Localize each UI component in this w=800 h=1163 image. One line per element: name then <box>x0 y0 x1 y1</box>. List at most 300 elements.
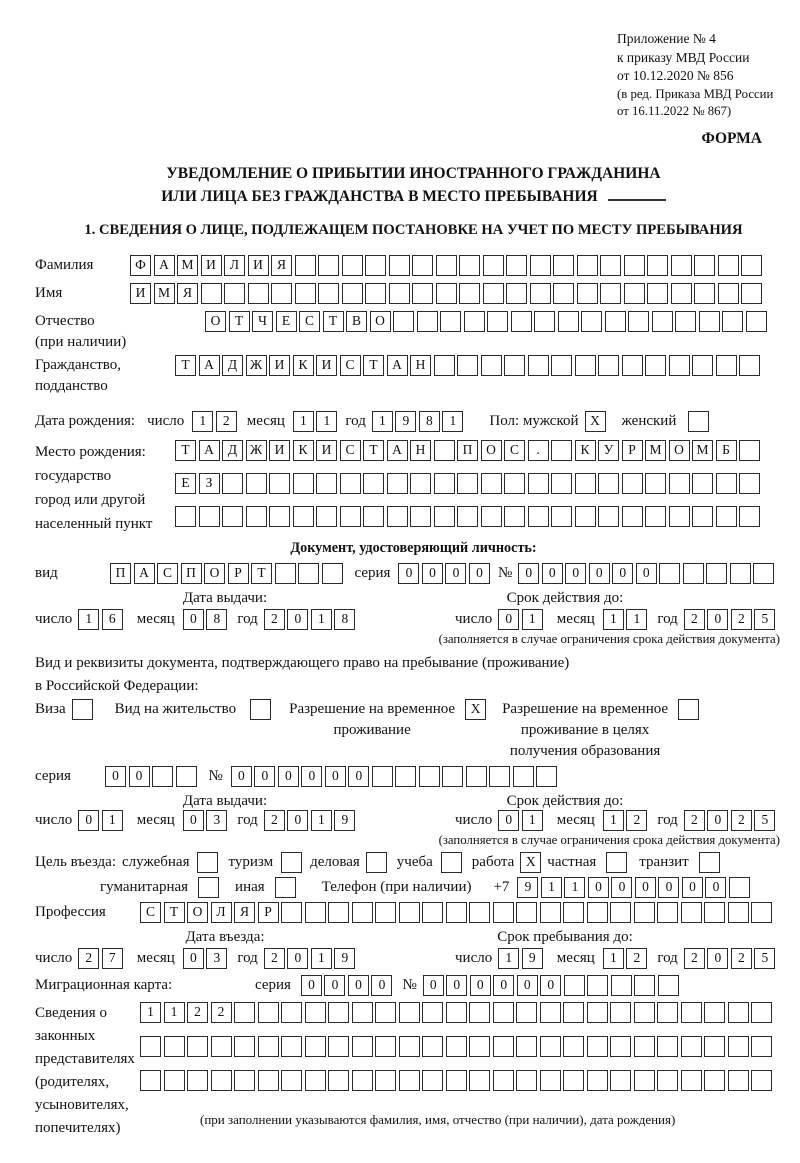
char-box[interactable] <box>248 283 269 304</box>
char-box[interactable] <box>598 473 619 494</box>
rvp-edu-checkbox[interactable] <box>678 699 699 720</box>
char-box[interactable]: 1 <box>192 411 213 432</box>
char-box[interactable] <box>489 766 510 787</box>
char-box[interactable] <box>657 1036 678 1057</box>
char-box[interactable] <box>316 473 337 494</box>
char-box[interactable] <box>647 255 668 276</box>
char-box[interactable] <box>375 1002 396 1023</box>
char-box[interactable] <box>328 1036 349 1057</box>
char-box[interactable] <box>389 283 410 304</box>
char-box[interactable]: 2 <box>684 609 705 630</box>
char-box[interactable]: А <box>199 440 220 461</box>
char-box[interactable] <box>342 255 363 276</box>
char-box[interactable]: 2 <box>626 810 647 831</box>
char-box[interactable]: 0 <box>635 877 656 898</box>
char-box[interactable] <box>658 975 679 996</box>
char-box[interactable]: 0 <box>287 609 308 630</box>
char-box[interactable] <box>387 506 408 527</box>
char-box[interactable]: 1 <box>603 609 624 630</box>
char-box[interactable] <box>624 283 645 304</box>
char-box[interactable]: С <box>299 311 320 332</box>
char-box[interactable]: 1 <box>564 877 585 898</box>
char-box[interactable]: 2 <box>626 948 647 969</box>
char-box[interactable] <box>481 506 502 527</box>
char-box[interactable]: 0 <box>636 563 657 584</box>
char-box[interactable] <box>493 1070 514 1091</box>
char-box[interactable]: 0 <box>498 609 519 630</box>
char-box[interactable] <box>224 283 245 304</box>
char-box[interactable]: А <box>134 563 155 584</box>
char-box[interactable] <box>730 563 751 584</box>
char-box[interactable] <box>704 1036 725 1057</box>
char-box[interactable] <box>316 506 337 527</box>
char-box[interactable] <box>540 1036 561 1057</box>
male-checkbox[interactable]: X <box>585 411 606 432</box>
char-box[interactable] <box>281 1036 302 1057</box>
char-box[interactable] <box>187 1070 208 1091</box>
char-box[interactable] <box>704 1070 725 1091</box>
char-box[interactable] <box>598 355 619 376</box>
char-box[interactable] <box>751 1070 772 1091</box>
char-box[interactable]: 1 <box>372 411 393 432</box>
char-box[interactable] <box>622 355 643 376</box>
char-box[interactable] <box>493 902 514 923</box>
char-box[interactable] <box>563 1002 584 1023</box>
char-box[interactable] <box>318 255 339 276</box>
char-box[interactable] <box>600 283 621 304</box>
char-box[interactable]: 0 <box>707 948 728 969</box>
char-box[interactable] <box>506 255 527 276</box>
rvp-checkbox[interactable]: X <box>465 699 486 720</box>
char-box[interactable] <box>352 1036 373 1057</box>
purpose-other-checkbox[interactable] <box>275 877 296 898</box>
char-box[interactable] <box>387 473 408 494</box>
char-box[interactable]: И <box>269 355 290 376</box>
char-box[interactable] <box>645 473 666 494</box>
char-box[interactable] <box>365 283 386 304</box>
char-box[interactable] <box>328 1002 349 1023</box>
char-box[interactable]: С <box>340 355 361 376</box>
char-box[interactable] <box>728 902 749 923</box>
char-box[interactable]: Т <box>363 355 384 376</box>
char-box[interactable] <box>553 255 574 276</box>
char-box[interactable]: 0 <box>682 877 703 898</box>
char-box[interactable]: 0 <box>707 810 728 831</box>
char-box[interactable] <box>305 1036 326 1057</box>
char-box[interactable] <box>504 473 525 494</box>
char-box[interactable] <box>305 902 326 923</box>
char-box[interactable]: И <box>248 255 269 276</box>
char-box[interactable]: 1 <box>164 1002 185 1023</box>
char-box[interactable] <box>683 563 704 584</box>
char-box[interactable] <box>624 255 645 276</box>
purpose-business-checkbox[interactable] <box>197 852 218 873</box>
char-box[interactable] <box>681 1002 702 1023</box>
char-box[interactable] <box>516 1070 537 1091</box>
char-box[interactable] <box>399 902 420 923</box>
char-box[interactable] <box>469 1070 490 1091</box>
char-box[interactable] <box>692 473 713 494</box>
char-box[interactable]: П <box>181 563 202 584</box>
char-box[interactable] <box>534 311 555 332</box>
char-box[interactable] <box>340 473 361 494</box>
char-box[interactable]: 0 <box>470 975 491 996</box>
char-box[interactable] <box>258 1002 279 1023</box>
char-box[interactable]: Т <box>229 311 250 332</box>
char-box[interactable]: 0 <box>325 766 346 787</box>
char-box[interactable] <box>563 1036 584 1057</box>
char-box[interactable]: 0 <box>705 877 726 898</box>
female-checkbox[interactable] <box>688 411 709 432</box>
char-box[interactable] <box>487 311 508 332</box>
char-box[interactable]: 0 <box>493 975 514 996</box>
purpose-commercial-checkbox[interactable] <box>366 852 387 873</box>
char-box[interactable] <box>536 766 557 787</box>
char-box[interactable] <box>422 1002 443 1023</box>
char-box[interactable]: 3 <box>206 810 227 831</box>
char-box[interactable] <box>553 283 574 304</box>
char-box[interactable] <box>718 283 739 304</box>
char-box[interactable]: 8 <box>419 411 440 432</box>
char-box[interactable] <box>375 902 396 923</box>
char-box[interactable] <box>464 311 485 332</box>
char-box[interactable]: Т <box>164 902 185 923</box>
char-box[interactable]: 0 <box>129 766 150 787</box>
char-box[interactable] <box>610 1036 631 1057</box>
char-box[interactable] <box>551 355 572 376</box>
char-box[interactable]: 9 <box>395 411 416 432</box>
char-box[interactable] <box>513 766 534 787</box>
char-box[interactable]: 5 <box>754 609 775 630</box>
char-box[interactable]: 8 <box>334 609 355 630</box>
char-box[interactable]: 1 <box>311 609 332 630</box>
char-box[interactable]: И <box>201 255 222 276</box>
char-box[interactable]: К <box>293 355 314 376</box>
char-box[interactable] <box>729 877 750 898</box>
char-box[interactable]: 1 <box>626 609 647 630</box>
char-box[interactable]: 2 <box>211 1002 232 1023</box>
char-box[interactable] <box>575 355 596 376</box>
char-box[interactable] <box>393 311 414 332</box>
char-box[interactable] <box>716 506 737 527</box>
char-box[interactable]: 5 <box>754 948 775 969</box>
char-box[interactable] <box>746 311 767 332</box>
char-box[interactable]: 9 <box>334 948 355 969</box>
char-box[interactable] <box>305 1070 326 1091</box>
char-box[interactable]: 1 <box>603 948 624 969</box>
char-box[interactable]: Р <box>622 440 643 461</box>
purpose-tourism-checkbox[interactable] <box>281 852 302 873</box>
char-box[interactable]: Я <box>234 902 255 923</box>
char-box[interactable] <box>563 902 584 923</box>
char-box[interactable]: 0 <box>517 975 538 996</box>
char-box[interactable]: О <box>204 563 225 584</box>
char-box[interactable] <box>372 766 393 787</box>
char-box[interactable] <box>375 1070 396 1091</box>
char-box[interactable]: 0 <box>278 766 299 787</box>
char-box[interactable] <box>657 1070 678 1091</box>
char-box[interactable]: 9 <box>522 948 543 969</box>
char-box[interactable]: 0 <box>565 563 586 584</box>
char-box[interactable] <box>704 902 725 923</box>
char-box[interactable]: В <box>346 311 367 332</box>
char-box[interactable]: Ж <box>246 440 267 461</box>
char-box[interactable] <box>483 283 504 304</box>
char-box[interactable] <box>598 506 619 527</box>
char-box[interactable]: А <box>387 440 408 461</box>
char-box[interactable] <box>271 283 292 304</box>
char-box[interactable]: Н <box>410 355 431 376</box>
char-box[interactable] <box>504 506 525 527</box>
char-box[interactable]: К <box>293 440 314 461</box>
char-box[interactable] <box>281 1070 302 1091</box>
char-box[interactable] <box>446 1002 467 1023</box>
char-box[interactable] <box>363 506 384 527</box>
char-box[interactable]: 0 <box>183 810 204 831</box>
char-box[interactable]: И <box>130 283 151 304</box>
char-box[interactable]: Т <box>363 440 384 461</box>
char-box[interactable]: И <box>269 440 290 461</box>
char-box[interactable]: 5 <box>754 810 775 831</box>
char-box[interactable] <box>389 255 410 276</box>
char-box[interactable] <box>440 311 461 332</box>
char-box[interactable]: 0 <box>422 563 443 584</box>
char-box[interactable]: 1 <box>311 810 332 831</box>
char-box[interactable] <box>741 255 762 276</box>
char-box[interactable]: О <box>370 311 391 332</box>
char-box[interactable]: 1 <box>140 1002 161 1023</box>
char-box[interactable] <box>422 1070 443 1091</box>
char-box[interactable]: Я <box>271 255 292 276</box>
char-box[interactable] <box>610 902 631 923</box>
char-box[interactable] <box>575 506 596 527</box>
char-box[interactable] <box>434 355 455 376</box>
char-box[interactable]: 0 <box>423 975 444 996</box>
char-box[interactable] <box>622 473 643 494</box>
visa-checkbox[interactable] <box>72 699 93 720</box>
char-box[interactable]: 0 <box>498 810 519 831</box>
char-box[interactable] <box>164 1036 185 1057</box>
char-box[interactable]: 0 <box>105 766 126 787</box>
char-box[interactable] <box>581 311 602 332</box>
char-box[interactable] <box>692 355 713 376</box>
char-box[interactable]: Е <box>276 311 297 332</box>
char-box[interactable] <box>328 902 349 923</box>
char-box[interactable] <box>634 1002 655 1023</box>
char-box[interactable] <box>528 473 549 494</box>
char-box[interactable] <box>469 1002 490 1023</box>
char-box[interactable] <box>540 1070 561 1091</box>
char-box[interactable] <box>399 1036 420 1057</box>
char-box[interactable]: 0 <box>348 766 369 787</box>
char-box[interactable] <box>528 506 549 527</box>
char-box[interactable] <box>422 1036 443 1057</box>
char-box[interactable]: 1 <box>498 948 519 969</box>
char-box[interactable] <box>469 902 490 923</box>
char-box[interactable] <box>681 902 702 923</box>
char-box[interactable]: 2 <box>78 948 99 969</box>
char-box[interactable]: 1 <box>522 810 543 831</box>
char-box[interactable] <box>669 506 690 527</box>
char-box[interactable] <box>459 283 480 304</box>
char-box[interactable] <box>669 473 690 494</box>
char-box[interactable] <box>352 902 373 923</box>
char-box[interactable]: 1 <box>522 609 543 630</box>
char-box[interactable]: Л <box>211 902 232 923</box>
char-box[interactable]: М <box>645 440 666 461</box>
char-box[interactable] <box>410 473 431 494</box>
char-box[interactable] <box>741 283 762 304</box>
char-box[interactable] <box>446 1036 467 1057</box>
char-box[interactable] <box>436 283 457 304</box>
char-box[interactable] <box>551 506 572 527</box>
char-box[interactable] <box>751 902 772 923</box>
char-box[interactable]: Я <box>177 283 198 304</box>
char-box[interactable] <box>340 506 361 527</box>
char-box[interactable] <box>493 1036 514 1057</box>
char-box[interactable] <box>199 506 220 527</box>
char-box[interactable]: 0 <box>542 563 563 584</box>
char-box[interactable] <box>434 440 455 461</box>
char-box[interactable] <box>258 1070 279 1091</box>
char-box[interactable]: 7 <box>102 948 123 969</box>
purpose-work-checkbox[interactable]: X <box>520 852 541 873</box>
char-box[interactable] <box>419 766 440 787</box>
char-box[interactable] <box>201 283 222 304</box>
char-box[interactable] <box>739 355 760 376</box>
char-box[interactable]: 0 <box>518 563 539 584</box>
char-box[interactable]: У <box>598 440 619 461</box>
char-box[interactable]: 6 <box>102 609 123 630</box>
char-box[interactable]: 1 <box>293 411 314 432</box>
char-box[interactable]: Б <box>716 440 737 461</box>
char-box[interactable] <box>587 1002 608 1023</box>
char-box[interactable] <box>511 311 532 332</box>
char-box[interactable] <box>399 1070 420 1091</box>
char-box[interactable]: Л <box>224 255 245 276</box>
char-box[interactable] <box>739 440 760 461</box>
char-box[interactable] <box>140 1070 161 1091</box>
char-box[interactable] <box>645 355 666 376</box>
char-box[interactable] <box>269 473 290 494</box>
char-box[interactable] <box>652 311 673 332</box>
char-box[interactable]: 0 <box>231 766 252 787</box>
char-box[interactable]: 2 <box>731 609 752 630</box>
char-box[interactable] <box>269 506 290 527</box>
char-box[interactable] <box>211 1070 232 1091</box>
char-box[interactable] <box>446 1070 467 1091</box>
char-box[interactable] <box>675 311 696 332</box>
char-box[interactable] <box>622 506 643 527</box>
char-box[interactable]: 0 <box>348 975 369 996</box>
char-box[interactable]: О <box>669 440 690 461</box>
char-box[interactable] <box>275 563 296 584</box>
char-box[interactable] <box>751 1002 772 1023</box>
char-box[interactable]: 0 <box>469 563 490 584</box>
char-box[interactable] <box>436 255 457 276</box>
char-box[interactable]: Н <box>410 440 431 461</box>
char-box[interactable]: К <box>575 440 596 461</box>
char-box[interactable] <box>551 473 572 494</box>
char-box[interactable] <box>234 1036 255 1057</box>
char-box[interactable]: П <box>457 440 478 461</box>
char-box[interactable] <box>222 506 243 527</box>
char-box[interactable] <box>318 283 339 304</box>
char-box[interactable] <box>293 506 314 527</box>
char-box[interactable] <box>211 1036 232 1057</box>
char-box[interactable] <box>365 255 386 276</box>
char-box[interactable]: 2 <box>216 411 237 432</box>
char-box[interactable]: 2 <box>731 948 752 969</box>
char-box[interactable]: М <box>177 255 198 276</box>
char-box[interactable] <box>751 1036 772 1057</box>
char-box[interactable]: Р <box>228 563 249 584</box>
char-box[interactable] <box>246 506 267 527</box>
char-box[interactable]: Д <box>222 355 243 376</box>
purpose-transit-checkbox[interactable] <box>699 852 720 873</box>
char-box[interactable] <box>246 473 267 494</box>
char-box[interactable] <box>577 255 598 276</box>
char-box[interactable]: 0 <box>445 563 466 584</box>
char-box[interactable] <box>753 563 774 584</box>
char-box[interactable] <box>587 1036 608 1057</box>
char-box[interactable]: 3 <box>206 948 227 969</box>
char-box[interactable] <box>175 506 196 527</box>
char-box[interactable]: 1 <box>102 810 123 831</box>
char-box[interactable] <box>657 1002 678 1023</box>
char-box[interactable]: 0 <box>588 877 609 898</box>
char-box[interactable]: Т <box>175 440 196 461</box>
vnj-checkbox[interactable] <box>250 699 271 720</box>
char-box[interactable] <box>645 506 666 527</box>
char-box[interactable] <box>222 473 243 494</box>
char-box[interactable]: И <box>316 355 337 376</box>
char-box[interactable]: Ф <box>130 255 151 276</box>
purpose-private-checkbox[interactable] <box>606 852 627 873</box>
char-box[interactable] <box>587 1070 608 1091</box>
char-box[interactable] <box>352 1002 373 1023</box>
char-box[interactable] <box>328 1070 349 1091</box>
char-box[interactable] <box>516 902 537 923</box>
char-box[interactable]: 1 <box>316 411 337 432</box>
char-box[interactable] <box>412 283 433 304</box>
char-box[interactable]: . <box>528 440 549 461</box>
char-box[interactable]: 9 <box>517 877 538 898</box>
char-box[interactable]: Т <box>175 355 196 376</box>
char-box[interactable] <box>295 283 316 304</box>
char-box[interactable]: 0 <box>301 766 322 787</box>
char-box[interactable]: 0 <box>589 563 610 584</box>
char-box[interactable]: 0 <box>540 975 561 996</box>
char-box[interactable] <box>634 902 655 923</box>
char-box[interactable]: М <box>692 440 713 461</box>
char-box[interactable] <box>587 902 608 923</box>
char-box[interactable] <box>469 1036 490 1057</box>
char-box[interactable]: П <box>110 563 131 584</box>
char-box[interactable] <box>528 355 549 376</box>
char-box[interactable] <box>610 1070 631 1091</box>
char-box[interactable]: 1 <box>311 948 332 969</box>
char-box[interactable]: 0 <box>398 563 419 584</box>
char-box[interactable] <box>530 255 551 276</box>
char-box[interactable] <box>176 766 197 787</box>
char-box[interactable] <box>446 902 467 923</box>
char-box[interactable]: С <box>340 440 361 461</box>
char-box[interactable] <box>671 255 692 276</box>
char-box[interactable]: З <box>199 473 220 494</box>
char-box[interactable] <box>457 473 478 494</box>
char-box[interactable]: Т <box>323 311 344 332</box>
